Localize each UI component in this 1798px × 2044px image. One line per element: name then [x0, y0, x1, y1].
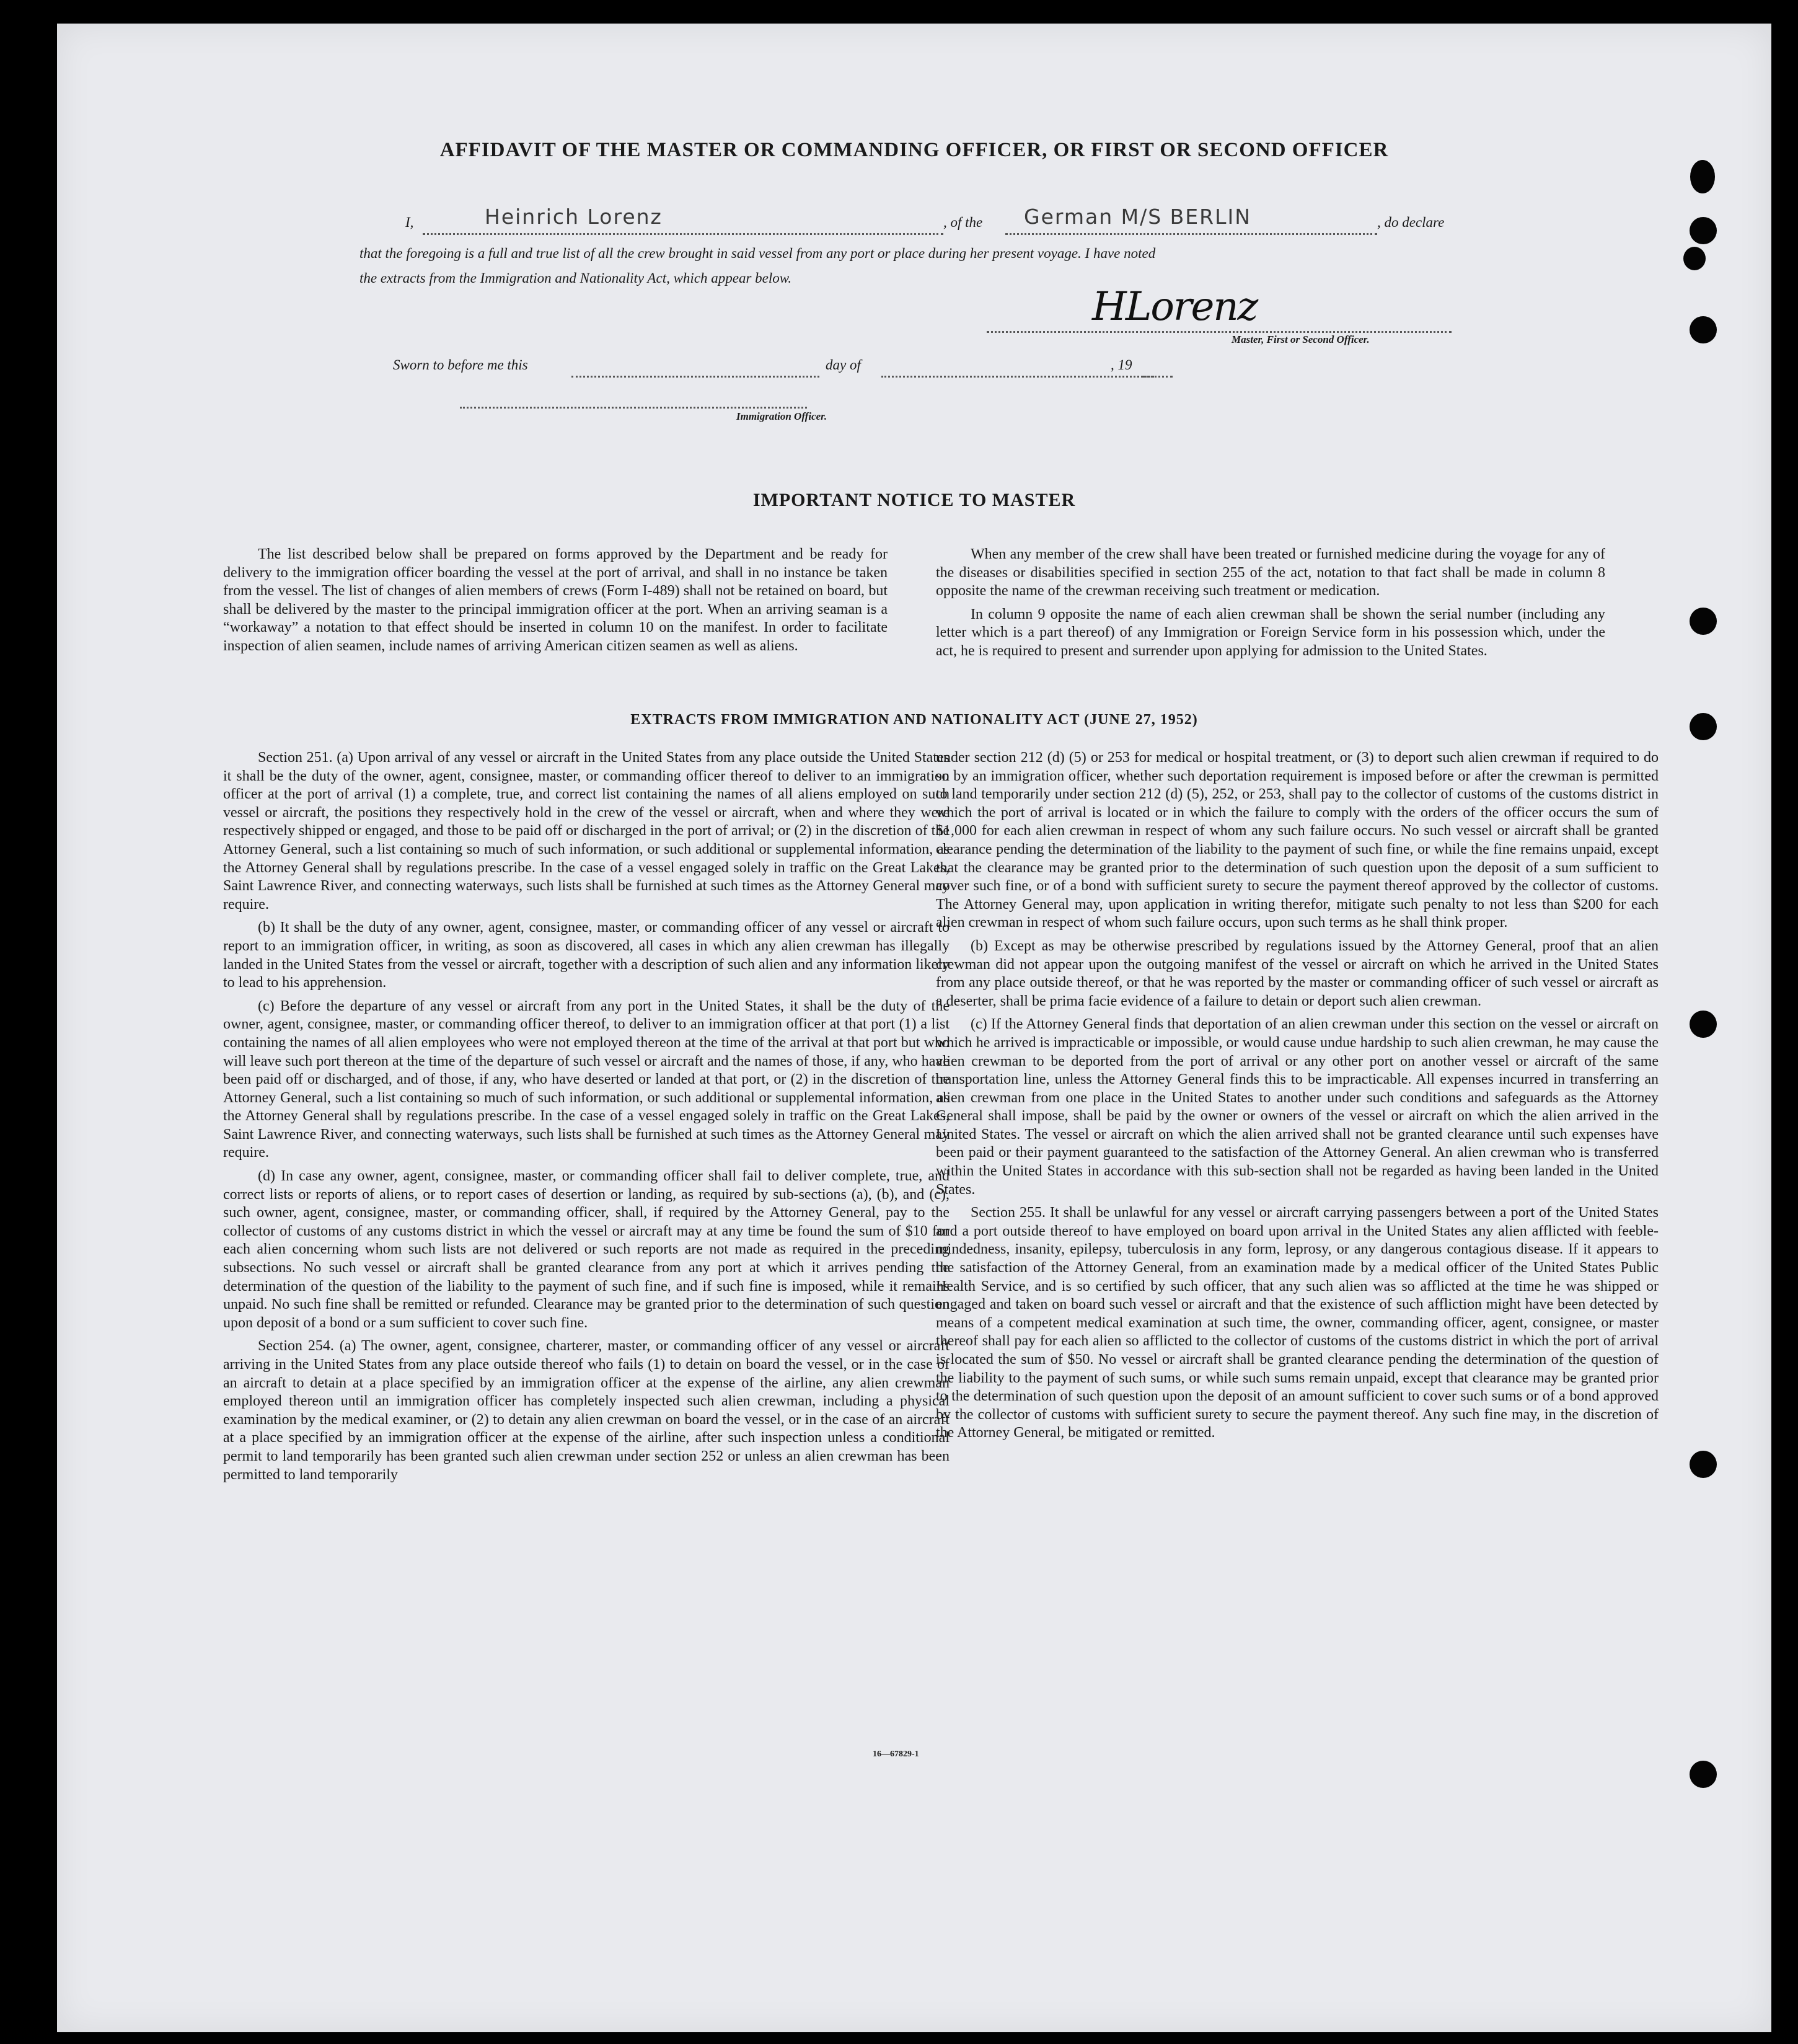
notice-right-paragraph-1: When any member of the crew shall have been treated or furnished medicine during the voyage for any of the diseases or disabilities specified in section 255 of the act, notation to that fact shall be made in column 8 opposite the name of the crewman receiving such treatment or medication.: [936, 546, 1605, 599]
section-251c: (c) Before the departure of any vessel or aircraft from any port in the United States, it shall be the duty of the owner, agent, consignee, master, or commanding officer thereof, to deliver to an immigration officer at that port (1) a list containing the names of all alien employees who were not employed thereon at the time of the arrival at that port but who will leave such port thereon at the time of the departure of such vessel or aircraft and the names of those, if any, who have been paid off or discharged, and of those, if any, who have deserted or landed at that port, or (2) in the discretion of the Attorney General, such a list containing so much of such information, or such additional or supplemental information, as the Attorney General shall by regulations prescribe. In the case of a vessel engaged solely in traffic on the Great Lakes, Saint Lawrence River, and connecting waterways, such lists shall be furnished at such times as the Attorney General may require.: [223, 998, 950, 1161]
affidavit-title: AFFIDAVIT OF THE MASTER OR COMMANDING OFFICER, OR FIRST OR SECOND OFFICER: [439, 139, 1389, 161]
form-number: 16—67829-1: [873, 1750, 919, 1759]
punch-hole: [1690, 1451, 1717, 1478]
section-251a: Section 251. (a) Upon arrival of any vessel or aircraft in the United States from any place outside the United States it shall be the duty of the owner, agent, consignee, master, or commanding officer thereof to deliver to an immigration officer at the port of arrival (1) a complete, true, and correct list containing the names of all aliens employed on such vessel or aircraft, the positions they respectively hold in the crew of the vessel or aircraft, when and where they were respectively shipped or engaged, and those to be paid off or discharged in the port of arrival; or (2) in the discretion of the Attorney General, such a list containing so much of such information, or such additional or supplemental information, as the Attorney General shall by regulations prescribe. In the case of a vessel engaged solely in traffic on the Great Lakes, Saint Lawrence River, and connecting waterways, such lists shall be furnished at such times as the Attorney General may require.: [223, 750, 950, 913]
notice-left-column: [223, 546, 888, 656]
punch-hole: [1690, 160, 1715, 193]
punch-hole: [1690, 217, 1717, 244]
declaration-line-2: the extracts from the Immigration and Nationality Act, which appear below.: [359, 270, 792, 286]
notice-left-paragraph: The list described below shall be prepared on forms approved by the Department and be ready for delivery to the immigration officer boarding the vessel at the port of arrival, and shall in no instance be taken from the vessel. The list of changes of alien members of crews (Form I-489) shall not be retained on board, but shall be delivered by the master to the principal immigration officer at the port. When an arriving seaman is a “workaway” a notation to that effect should be inserted in column 10 on the manifest. In order to facilitate inspection of alien seamen, include names of arriving American citizen seamen as well as aliens.: [223, 546, 888, 654]
section-251d: (d) In case any owner, agent, consignee, master, or commanding officer shall fail to deliver complete, true, and correct lists or reports of aliens, or to report cases of desertion or landing, as required by sub-sections (a), (b), and (c), such owner, agent, consignee, master, or commanding officer, shall, if required by the Attorney General, pay to the collector of customs of any customs district in which the vessel or aircraft may at any time be found the sum of $10 for each alien concerning whom such lists are not delivered or such reports are not made as required in the preceding subsections. No such vessel or aircraft shall be granted clearance from any port at which it arrives pending the determination of the question of the liability to the payment of such fine, and if such fine is imposed, while it remains unpaid. No such fine shall be remitted or refunded. Clearance may be granted prior to the determination of such question upon deposit of a bond or a sum sufficient to cover such fine.: [223, 1168, 950, 1331]
section-254a: Section 254. (a) The owner, agent, consignee, charterer, master, or commanding officer of any vessel or aircraft arriving in the United States from any place outside thereof who fails (1) to detain on board the vessel, or in the case of an aircraft to detain at a place specified by an immigration officer at the expense of the airline, any alien crewman employed thereon until an immigration officer has completely inspected such alien crewman, including a physical examination by the medical examiner, or (2) to detain any alien crewman on board the vessel, or in the case of an aircraft at a place specified by an immigration officer at the expense of the airline, after such inspection unless a conditional permit to land temporarily has been granted such alien crewman under section 252 or unless an alien crewman has been permitted to land temporarily: [223, 1338, 950, 1483]
vessel-field: German M/S BERLIN: [1024, 205, 1251, 229]
document-page: [57, 24, 1771, 2032]
officer-signature-line: [460, 402, 807, 409]
extracts-title: EXTRACTS FROM IMMIGRATION AND NATIONALITY ACT (JUNE 27, 1952): [630, 712, 1198, 728]
punch-hole: [1683, 247, 1706, 270]
notice-right-column: [936, 546, 1605, 661]
punch-hole: [1690, 1761, 1717, 1788]
section-254b: (b) Except as may be otherwise prescribed by regulations issued by the Attorney General, proof that an alien crewman did not appear upon the outgoing manifest of the vessel or aircraft on which he arrived in the United States from any place outside thereof, or that he was reported by the master or commanding officer of such vessel or aircraft as a deserter, shall be prima facie evidence of a failure to detain or deport such alien crewman.: [936, 937, 1659, 1009]
punch-hole: [1690, 608, 1717, 635]
extracts-right-column: [936, 749, 1659, 1443]
signature-caption: Master, First or Second Officer.: [1232, 334, 1370, 345]
section-254c: (c) If the Attorney General finds that deportation of an alien crewman under this section on the vessel or aircraft on which he arrived is impracticable or impossible, or would cause undue hardship to such alien crewman, he may cause the alien crewman to be deported from the port of arrival or any other port on another vessel or aircraft of the same transportation line, unless the Attorney General finds this to be impracticable. All expenses incurred in transferring an alien crewman from one place in the United States to another under such conditions and safeguards as the Attorney General shall impose, shall be paid by the owner or owners of the vessel or aircraft on which the alien arrived in the United States. The vessel or aircraft on which the alien arrived shall not be granted clearance until such expenses have been paid or their payment guaranteed to the satisfaction of the Attorney General. An alien crewman who is transferred within the United States in accordance with this sub-section shall not be regarded as having been landed in the United States.: [936, 1016, 1659, 1198]
master-name-field: Heinrich Lorenz: [485, 205, 663, 229]
do-declare-label: , do declare: [1377, 215, 1445, 230]
i-label: I,: [405, 215, 414, 230]
year-line: [1143, 371, 1173, 378]
extracts-left-column: [223, 749, 950, 1484]
notice-right-paragraph-2: In column 9 opposite the name of each alien crewman shall be shown the serial number (including any letter which is a part thereof) of any Immigration or Foreign Service form in his possession which, under the act, he is required to present and surrender upon applying for admission to the United States.: [936, 606, 1605, 659]
section-251b: (b) It shall be the duty of any owner, agent, consignee, master, or commanding officer of any vessel or aircraft to report to an immigration officer, in writing, as soon as discovered, all cases in which any alien crewman has illegally landed in the United States from the vessel or aircraft, together with a description of such alien and any information likely to lead to his apprehension.: [223, 919, 950, 991]
day-of-label: day of: [826, 357, 861, 373]
sworn-date-line: [571, 371, 819, 378]
sworn-label: Sworn to before me this: [393, 357, 528, 373]
section-255: Section 255. It shall be unlawful for any vessel or aircraft carrying passengers between a port of the United States and a port outside thereof to have employed on board upon arrival in the United States any alien afflicted with feeble-mindedness, insanity, epilepsy, tuberculosis in any form, leprosy, or any dangerous contagious disease. If it appears to the satisfaction of the Attorney General, from an examination made by a medical officer of the United States Public Health Service, and is so certified by such officer, that any such alien was so afflicted at the time he was shipped or engaged and taken on board such vessel or aircraft and that the existence of such affliction might have been detected by means of a competent medical examination at such time, the owner, commanding officer, agent, consignee, or master thereof shall pay for each alien so afflicted to the collector of customs of the customs district in which the port of arrival is located the sum of $50. No vessel or aircraft shall be granted clearance pending the determination of the question of the liability to the payment of such sums, or while such sums remain unpaid, except that clearance may be granted prior to the determination of such question upon the deposit of an amount sufficient to cover such sums or of a bond approved by the collector of customs with sufficient surety to secure the payment thereof. Any such fine may, in the discretion of the Attorney General, be mitigated or remitted.: [936, 1205, 1659, 1441]
punch-hole: [1690, 713, 1717, 740]
name-field-line: [423, 228, 943, 235]
vessel-field-line: [1005, 228, 1377, 235]
officer-caption: Immigration Officer.: [736, 410, 827, 422]
punch-hole: [1690, 1011, 1717, 1038]
punch-hole: [1690, 316, 1717, 343]
notice-title: IMPORTANT NOTICE TO MASTER: [752, 490, 1076, 510]
of-the-label: , of the: [943, 215, 983, 230]
declaration-line-1: that the foregoing is a full and true list of all the crew brought in said vessel from any port or place during her present voyage. I have noted: [359, 246, 1156, 261]
section-254a-continued: under section 212 (d) (5) or 253 for medical or hospital treatment, or (3) to deport such alien crewman if required to do so by an immigration officer, whether such deportation requirement is imposed before or after the crewman is permitted to land temporarily under section 212 (d) (5), 252, or 253, shall pay to the collector of customs of the customs district in which the port of arrival is located or in which the failure to comply with the orders of the officer occurs the sum of $1,000 for each alien crewman in respect of whom any such failure occurs. No such vessel or aircraft shall be granted clearance pending the determination of the liability to the payment of such fine, or while the fine remains unpaid, except that the clearance may be granted prior to the determination of such question upon the deposit of a sum sufficient to cover such fine, or of a bond with sufficient surety to secure the payment thereof approved by the collector of customs. The Attorney General may, upon application in writing therefor, mitigate such penalty to not less than $200 for each alien crewman in respect of whom such failure occurs, upon such terms as he shall think proper.: [936, 750, 1659, 931]
year-label: , 19: [1111, 357, 1132, 373]
master-signature: HLorenz: [1092, 284, 1258, 330]
signature-line: [987, 326, 1452, 333]
